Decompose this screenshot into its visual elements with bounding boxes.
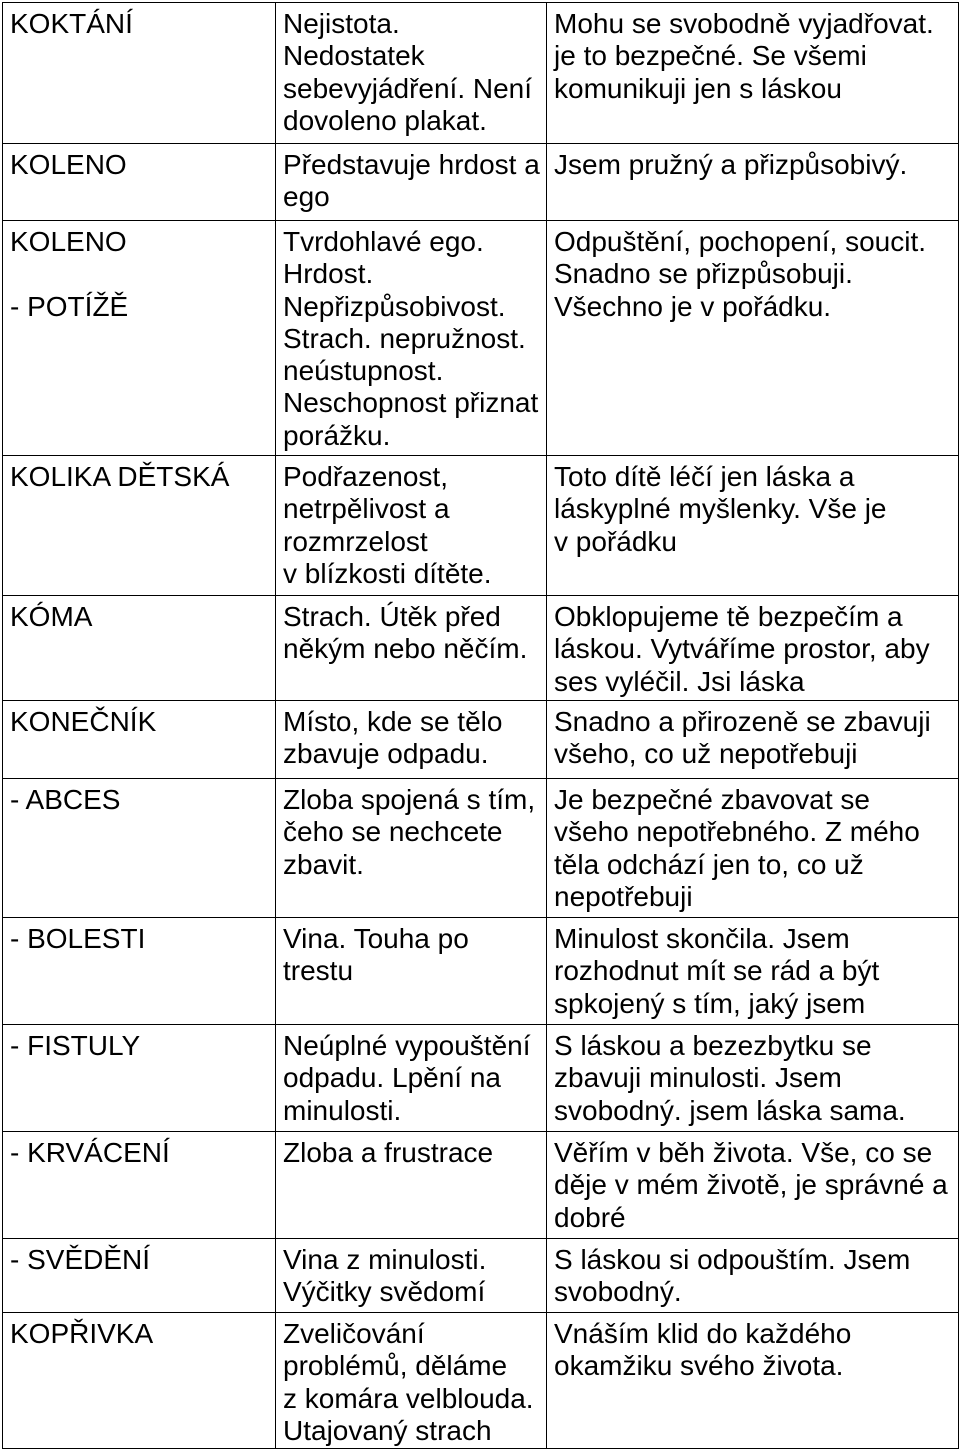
cause-cell: Nejistota. Nedostatek sebevyjádření. Není dovoleno plakat.: [276, 3, 547, 144]
table-row: [3, 221, 959, 456]
affirmation-cell: Je bezpečné zbavovat se všeho nepotřebného. Z mého těla odchází jen to, co už nepotřebuji: [547, 779, 959, 918]
table-row: [3, 456, 959, 596]
condition-cell: - BOLESTI: [3, 918, 276, 1025]
condition-cell: - ABCES: [3, 779, 276, 918]
cause-cell: Představuje hrdost a ego: [276, 144, 547, 221]
affirmation-cell: Odpuštění, pochopení, soucit. Snadno se přizpůsobuji. Všechno je v pořádku.: [547, 221, 959, 456]
condition-cell: KOLENO: [3, 144, 276, 221]
cause-cell: Zveličování problémů, děláme z komára velblouda. Utajovaný strach: [276, 1313, 547, 1449]
cause-cell: Neúplné vypouštění odpadu. Lpění na minulosti.: [276, 1025, 547, 1132]
table-row: [3, 1132, 959, 1239]
affirmation-cell: S láskou a bezezbytku se zbavuji minulosti. Jsem svobodný. jsem láska sama.: [547, 1025, 959, 1132]
cause-cell: Vina. Touha po trestu: [276, 918, 547, 1025]
affirmation-cell: Vnáším klid do každého okamžiku svého života.: [547, 1313, 959, 1449]
table-row: [3, 779, 959, 918]
cause-cell: Místo, kde se tělo zbavuje odpadu.: [276, 701, 547, 779]
affirmation-cell: Minulost skončila. Jsem rozhodnut mít se rád a být spkojený s tím, jaký jsem: [547, 918, 959, 1025]
condition-cell: - SVĚDĚNÍ: [3, 1239, 276, 1313]
table-row: [3, 3, 959, 144]
cause-cell: Podřazenost, netrpělivost a rozmrzelost v blízkosti dítěte.: [276, 456, 547, 596]
table-body: [3, 3, 959, 1449]
condition-cell: KOLENO - POTÍŽĚ: [3, 221, 276, 456]
symptom-table: [2, 2, 959, 1449]
cause-cell: Zloba a frustrace: [276, 1132, 547, 1239]
cause-cell: Strach. Útěk před někým nebo něčím.: [276, 596, 547, 701]
table-row: [3, 144, 959, 221]
condition-cell: KOPŘIVKA: [3, 1313, 276, 1449]
cause-cell: Zloba spojená s tím, čeho se nechcete zbavit.: [276, 779, 547, 918]
table-row: [3, 1313, 959, 1449]
condition-cell: KONEČNÍK: [3, 701, 276, 779]
condition-cell: KÓMA: [3, 596, 276, 701]
affirmation-cell: Snadno a přirozeně se zbavuji všeho, co už nepotřebuji: [547, 701, 959, 779]
table-row: [3, 701, 959, 779]
cause-cell: Vina z minulosti. Výčitky svědomí: [276, 1239, 547, 1313]
affirmation-cell: S láskou si odpouštím. Jsem svobodný.: [547, 1239, 959, 1313]
condition-cell: - KRVÁCENÍ: [3, 1132, 276, 1239]
affirmation-cell: Věřím v běh života. Vše, co se děje v mém životě, je správné a dobré: [547, 1132, 959, 1239]
condition-cell: KOKTÁNÍ: [3, 3, 276, 144]
affirmation-cell: Jsem pružný a přizpůsobivý.: [547, 144, 959, 221]
affirmation-cell: Mohu se svobodně vyjadřovat. je to bezpečné. Se všemi komunikuji jen s láskou: [547, 3, 959, 144]
cause-cell: Tvrdohlavé ego. Hrdost. Nepřizpůsobivost. Strach. nepružnost. neústupnost. Neschopnost přiznat porážku.: [276, 221, 547, 456]
condition-cell: - FISTULY: [3, 1025, 276, 1132]
affirmation-cell: Toto dítě léčí jen láska a láskyplné myšlenky. Vše je v pořádku: [547, 456, 959, 596]
table-row: [3, 918, 959, 1025]
affirmation-cell: Obklopujeme tě bezpečím a láskou. Vytváříme prostor, aby ses vyléčil. Jsi láska: [547, 596, 959, 701]
table-row: [3, 596, 959, 701]
condition-cell: KOLIKA DĚTSKÁ: [3, 456, 276, 596]
table-row: [3, 1025, 959, 1132]
table-row: [3, 1239, 959, 1313]
